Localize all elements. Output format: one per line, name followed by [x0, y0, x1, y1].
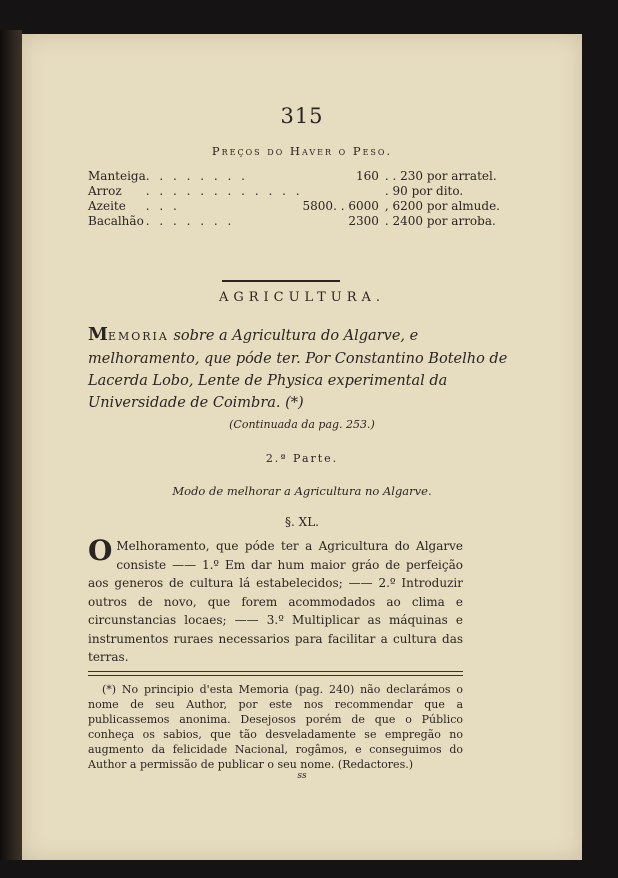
paragraph-mark: §. XL. [285, 515, 319, 529]
price-row [88, 213, 500, 228]
section-heading: AGRICULTURA. [218, 290, 386, 305]
drop-cap: O [88, 534, 113, 567]
price-item: Azeite [88, 198, 126, 213]
subtitle: Modo de melhorar a Agricultura no Algarve. [172, 484, 432, 498]
footnote-rule-double [88, 675, 463, 676]
price-value-2: 2300 [348, 213, 379, 228]
price-value-2: 160 [355, 168, 379, 183]
price-row [88, 168, 500, 183]
price-value-1 [303, 168, 334, 183]
part-heading: 2.ª Parte. [265, 452, 339, 465]
price-value-3: . 90 por dito. [384, 183, 464, 198]
decorative-rule [222, 280, 340, 282]
price-table-title: Preços do Haver o Peso. [211, 144, 393, 158]
footnote: (*) No principio d'esta Memoria (pag. 240) não declarámos o nome de seu Author, por este nos recommendar que a publicassemos anonima. Desejosos porém de que o Público conheça os sabios, que tão desveladamente se empregão no augmento da felicidade Nacional, rogâmos, e conseguimos do Author a permissão de publicar o seu nome. (Redactores.) [88, 683, 463, 771]
body-paragraph [88, 534, 463, 667]
footnote-rule [88, 671, 463, 672]
memoria-lead-rest: EMORIA [107, 330, 169, 343]
memoria-lead-letter: M [88, 324, 108, 345]
price-value-2 [333, 183, 379, 198]
price-row [88, 183, 500, 198]
page-number: 315 [280, 104, 324, 128]
price-item: Arroz [88, 183, 122, 198]
price-value-2: . . 6000 [333, 198, 379, 213]
price-row [88, 198, 500, 213]
memoria-title [88, 324, 508, 414]
price-table [88, 168, 500, 228]
price-value-3: . 2400 por arroba. [384, 213, 496, 228]
price-item: Manteiga [88, 168, 146, 183]
price-value-1 [303, 213, 334, 228]
price-leader: . . . . . . . . . . . . [145, 183, 303, 198]
price-value-3: , 6200 por almude. [384, 198, 500, 213]
signature-mark: ss [297, 771, 307, 781]
price-item: Bacalhão [88, 213, 144, 228]
book-page [22, 34, 582, 860]
price-leader: . . . . . . . . [145, 168, 248, 183]
price-leader: . . . . . . . [145, 213, 235, 228]
price-leader: . . . [145, 198, 180, 213]
price-value-3: . . 230 por arratel. [384, 168, 497, 183]
memoria-text: sobre a Agricultura do Algarve, e melhoramento, que póde ter. Por Constantino Botelho de Lacerda Lobo, Lente de Physica experimental da Universidade de Coimbra. (*) [88, 328, 508, 411]
book-binding [0, 30, 22, 860]
body-text: Melhoramento, que póde ter a Agricultura do Algarve consiste —— 1.º Em dar hum maior gráo de perfeição aos generos de cultura lá estabelecidos; —— 2.º Introduzir outros de novo, que forem acommodados ao clima e circunstancias locaes; —— 3.º Multiplicar as máquinas e instrumentos ruraes necessarios para facilitar a cultura das terras. [88, 539, 463, 664]
price-value-1: 5800 [302, 198, 334, 213]
price-value-1 [303, 183, 334, 198]
continuation-note: (Continuada da pag. 253.) [229, 418, 375, 431]
